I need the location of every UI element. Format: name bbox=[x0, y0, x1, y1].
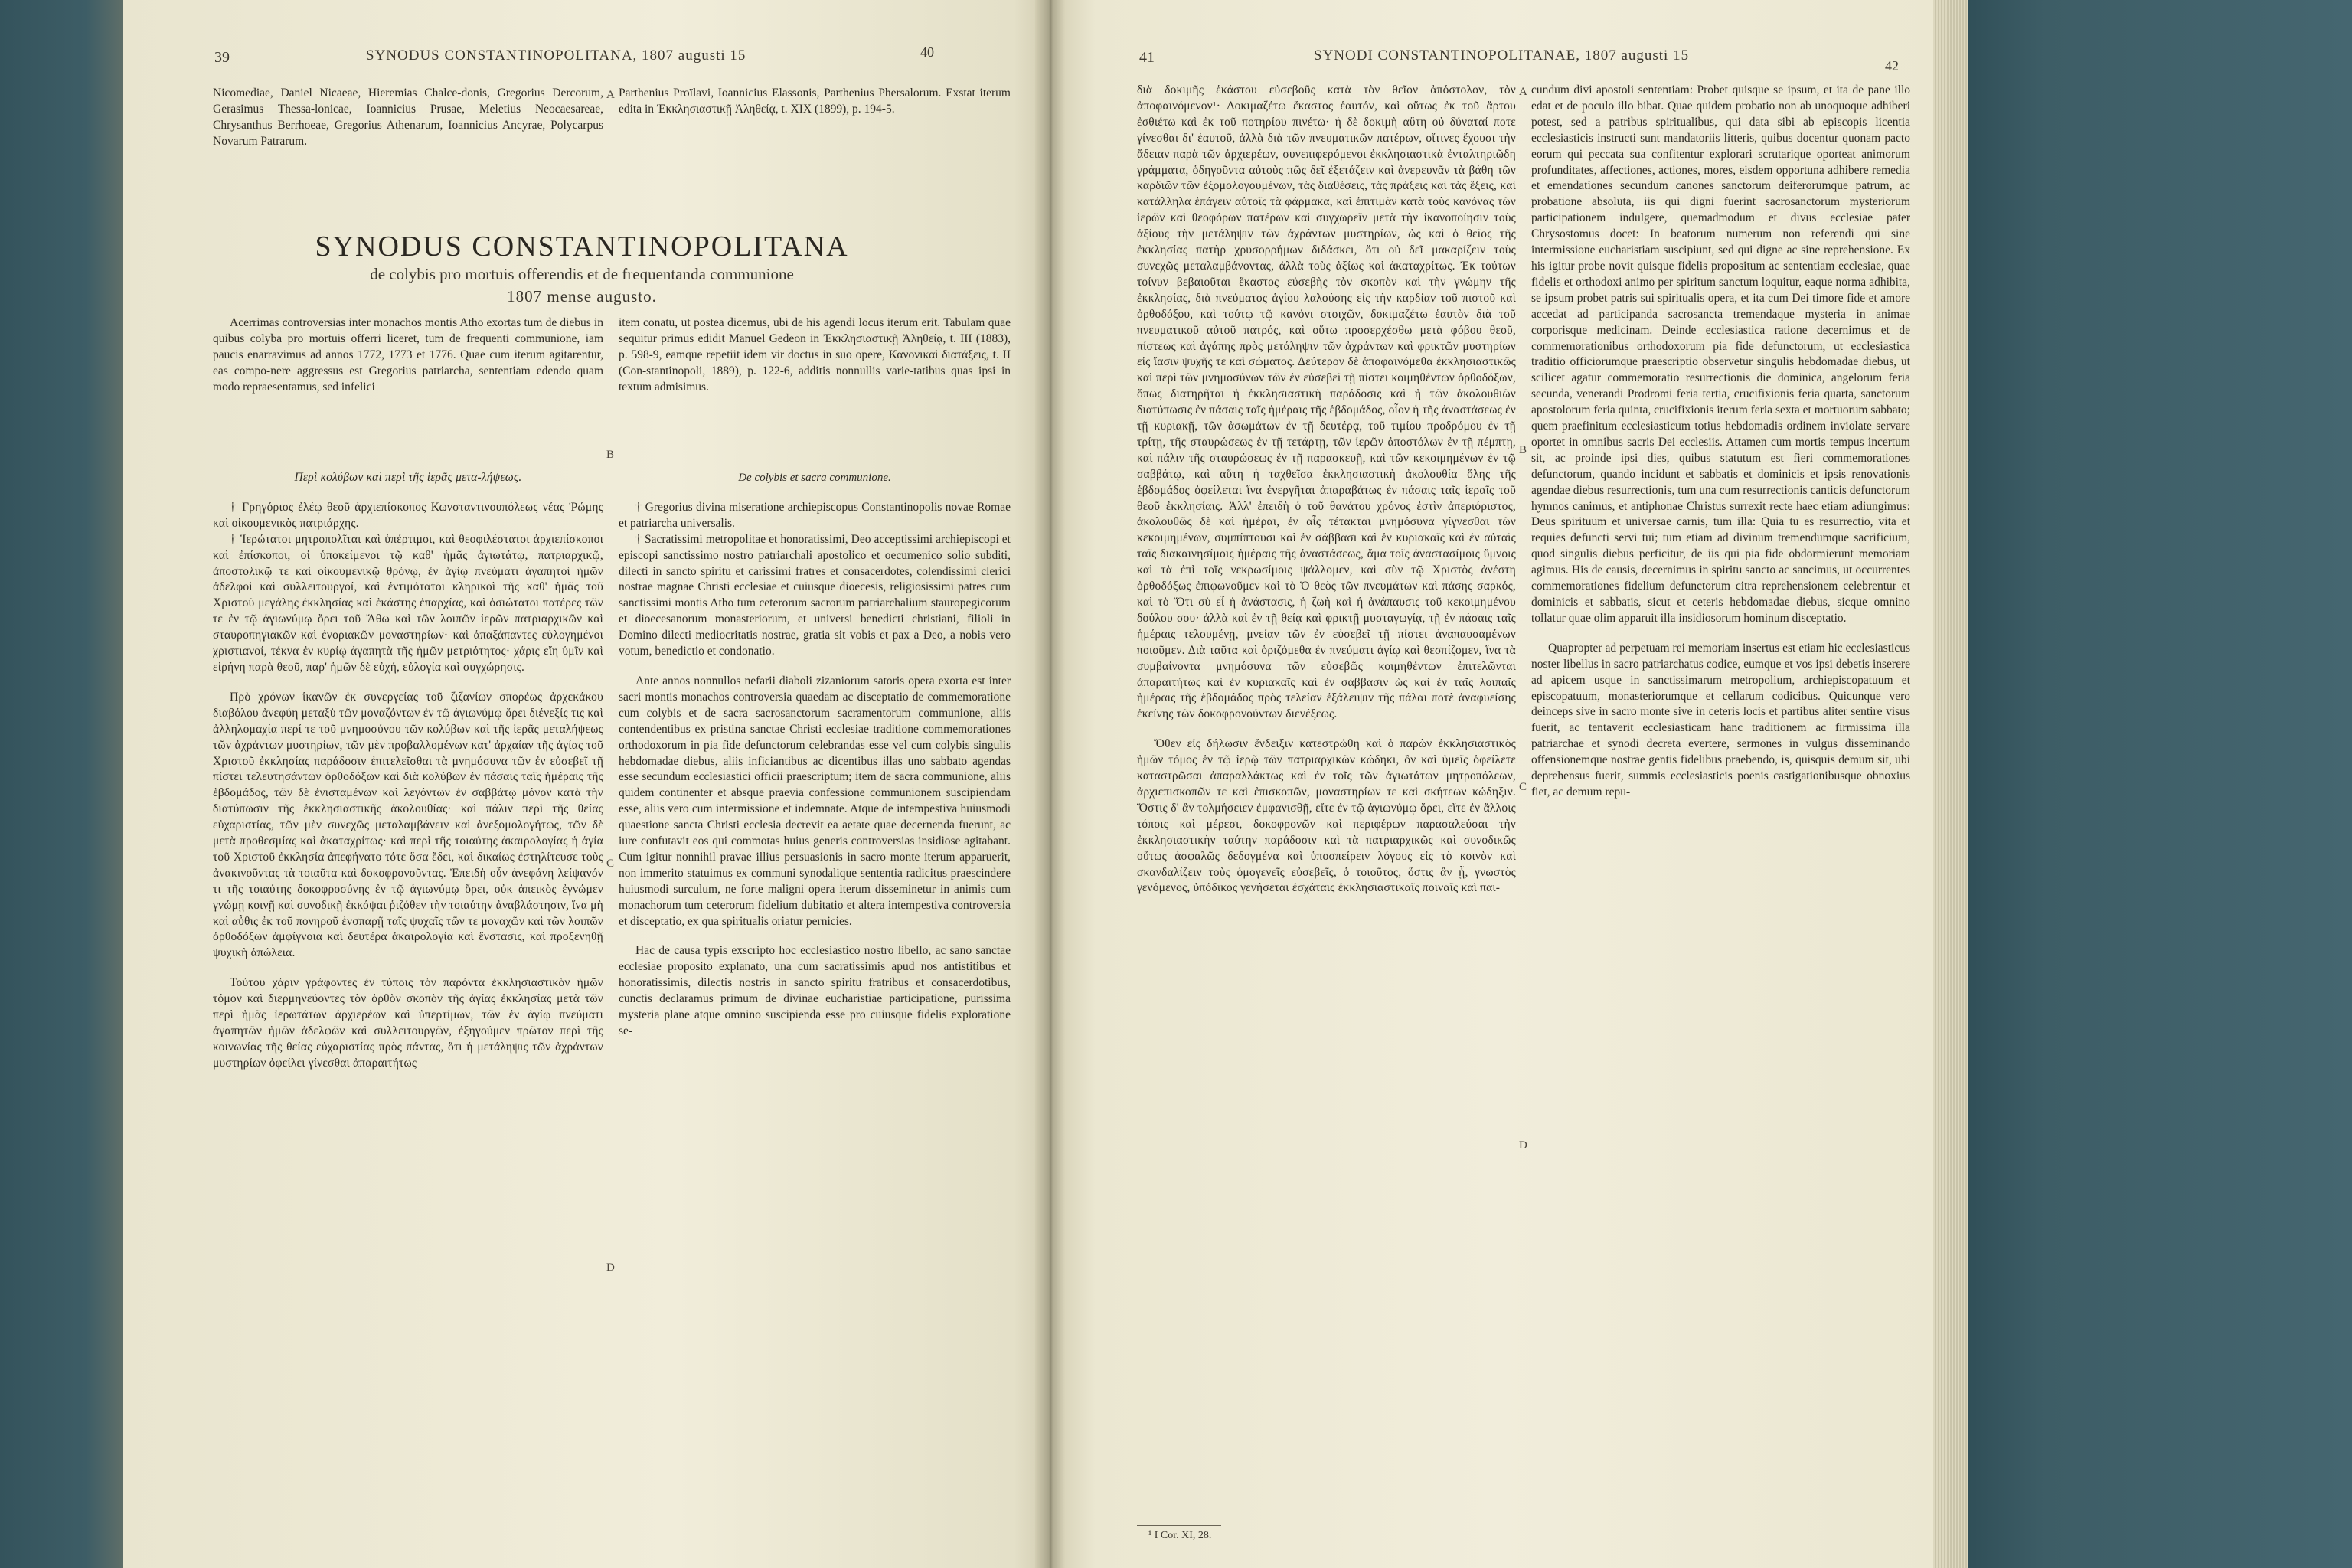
margin-letter-b-right: B bbox=[1519, 444, 1527, 456]
document-date: 1807 mense augusto. bbox=[507, 287, 657, 305]
margin-letter-a-right: A bbox=[1519, 86, 1527, 98]
intro-right: item conatu, ut postea dicemus, ubi de his agendi locus iterum erit. Tabulam quae sequitur primus edidit Manuel Gedeon in Ἐκκλησιαστικῇ Ἀληθείᾳ, t. III (1883), p. 598-9, eamque repetiit idem vir doctus in suo opere, Κανονικαὶ διατάξεις, t. II (Con-stantinopoli, 1889), p. 122-6, additis nonnullis varie-tatibus quas ipsi in textum admisimus. bbox=[619, 316, 1011, 394]
document-title: SYNODUS CONSTANTINOPOLITANA bbox=[315, 230, 849, 263]
page-number-left: 39 bbox=[214, 49, 230, 66]
signatories-right: Parthenius Proïlavi, Ioannicius Elassonis, Parthenius Phersalorum. Exstat iterum edita in Ἐκκλησιαστικῇ Ἀληθείᾳ, t. XIX (1899), p. 194-5. bbox=[619, 87, 1011, 116]
signatories-left: Nicomediae, Daniel Nicaeae, Hieremias Chalce-donis, Gregorius Dercorum, Gerasimus Thessa-lonicae, Ioannicius Prusae, Meletius Neocaesareae, Chrysanthus Berrhoeae, Gregorius Athenarum, Ioannicius Ancyrae, Polycarpus Novarum Patrarum. bbox=[213, 87, 603, 148]
intro-left: Acerrimas controversias inter monachos montis Atho exortas tum de diebus in quibus colyba pro mortuis offerri liceret, tum de frequenti communione, iam paucis enarravimus ad annos 1772, 1773 et 1776. Quae cum iterum agitarentur, eas compo-nere aggressus est Gregorius patriarcha, sententiam edendo quam modo repraesentamus, sed infelici bbox=[213, 316, 603, 394]
latin-heading: De colybis et sacra communione. bbox=[738, 472, 891, 484]
page-number-right: 41 bbox=[1139, 49, 1155, 66]
footnote: ¹ I Cor. XI, 28. bbox=[1148, 1530, 1212, 1541]
greek-column-left: Περὶ κολύβων καὶ περὶ τῆς ἱερᾶς μετα-λήψεως. † Γρηγόριος ἐλέῳ θεοῦ ἀρχιεπίσκοπος Κωνσταντινουπόλεως νέας Ῥώμης καὶ οἰκουμενικὸς πατριάρχης. † Ἱερώτατοι μητροπολῖται καὶ ὑπέρτιμοι, καὶ θεοφιλέστατοι ἀρχιεπίσκοποι καὶ ἐπίσκοποι, οἱ ὑποκείμενοι τῷ καθ' ἡμᾶς ἁγιωτάτῳ, πατριαρχικῷ, ἀποστολικῷ τε καὶ οἰκουμενικῷ θρόνῳ, ἐν ἁγίῳ πνεύματι ἀγαπητοὶ ἡμῶν ἀδελφοὶ καὶ συλλειτουργοί, καὶ ἐντιμότατοι κληρικοὶ τῆς καθ' ἡμᾶς τοῦ Χριστοῦ μεγάλης ἐκκλησίας καὶ ἑκάστης ἐπαρχίας, καὶ ὁσιώτατοι πατέρες τῶν τε ἐν τῷ ἁγιωνύμῳ ὄρει τοῦ Ἄθω καὶ τῶν λοιπῶν ἱερῶν πατριαρχικῶν καὶ σταυροπηγιακῶν καὶ ἐνοριακῶν μοναστηρίων· καὶ ἁπαξάπαντες εὐλογημένοι χριστιανοί, τέκνα ἐν κυρίῳ ἀγαπητὰ τῆς ἡμῶν μετριότητος· χάρις εἴη ὑμῖν καὶ εἰρήνη παρὰ θεοῦ, παρ' ἡμῶν δὲ εὐχή, εὐλογία καὶ συγχώρησις. Πρὸ χρόνων ἱκανῶν ἐκ συνεργείας τοῦ ζιζανίων σπορέως ἀρχεκάκου διαβόλου ἀνεφύη μεταξὺ τῶν μοναζόντων ἐν τῷ ἁγιωνύμῳ ὄρει διένεξίς τις καὶ ἀλληλομαχία περί τε τοῦ μνημοσύνου τῶν κολύβων καὶ τῆς ἱερᾶς μεταλήψεως τῶν ἀχράντων μυστηρίων, τῶν μὲν προβαλλομένων κατ' ἀρχαίαν τῆς ἁγίας τοῦ Χριστοῦ ἐκκλησίας παράδοσιν ἐπιτελεῖσθαι τὰ μνημόσυνα τῶν ἐν εὐσεβεῖ τῇ πίστει τελευτησάντων ὀρθοδόξων καὶ διὰ κολύβων ἐν πάσαις ταῖς ἡμέραις τῆς ἑβδομάδος, τῶν δὲ ἐνισταμένων καὶ λεγόντων ἐν σαββάτῳ μόνον κατὰ τὴν διατύπωσιν τῆς ἐκκλησιαστικῆς ἀκολουθίας· καὶ πάλιν περὶ τῆς θείας εὐχαριστίας, τῶν μὲν συνεχῶς μεταλαμβάνειν καὶ ἀνεξομολογήτως, τῶν δὲ μετὰ προθεσμίας καὶ ἀκαταχρίτως· καὶ περὶ τῆς τοιαύτης ἀκαιρολογίας ἡ ἁγία τοῦ Χριστοῦ ἐκκλησία ἀπεφήνατο τότε ὅσα ἔδει, καὶ δικαίως ἐστηλίτευσε τοὺς ἀνακινοῦντας τὰ τοιαῦτα καὶ δοκοφρονοῦντας. Ἐπειδὴ οὖν ἀνεφάνη λείψανόν τι τῆς τοιαύτης δοκοφροσύνης ἐν τῷ ἁγιωνύμῳ ὄρει, οὐκ ἀπεικὸς ἐγνώμεν γνώμῃ κοινῇ καὶ συνοδικῇ ἐκκόψαι ῥιζόθεν τὴν τοιαύτην ἀναβλάστησιν, ἵνα μὴ καὶ αὖθις ἐκ τοῦ πονηροῦ ἐνσπαρῇ ταῖς ψυχαῖς τῶν τε μοναχῶν καὶ τῶν λοιπῶν ὀρθοδόξων ἀμφίγνοια καὶ δευτέρα ἀκαιρολογία καὶ ἔνστασις, καὶ προξενηθῇ ψυχικὴ ἀπώλεια. Τούτου χάριν γράφοντες ἐν τύποις τὸν παρόντα ἐκκλησιαστικὸν ἡμῶν τόμον καὶ διερμηνεύοντες τὸν ὀρθὸν σκοπὸν τῆς ἁγίας ἐκκλησίας μετὰ τῶν περὶ ἡμᾶς ἱερωτάτων ἀρχιερέων καὶ ὑπερτίμων, τῶν ἐν ἁγίῳ πνεύματι ἀγαπητῶν ἡμῶν ἀδελφῶν καὶ συλλειτουργῶν, ἐξηγούμεν πρῶτον περὶ τῆς κοινωνίας τῆς θείας εὐχαριστίας πρὸς πάντας, ὅτι ἡ μετάληψις τῶν ἀχράντων μυστηρίων ὀφείλει γίνεσθαι ἀπαραιτήτως bbox=[213, 471, 603, 1070]
greek-column-right: διὰ δοκιμῆς ἑκάστου εὐσεβοῦς κατὰ τὸν θεῖον ἀπόστολον, τὸν ἀποφαινόμενον¹· Δοκιμαζέτω ἕκαστος ἑαυτόν, καὶ οὕτως ἐκ τοῦ ἄρτου ἐσθιέτω καὶ ἐκ τοῦ ποτηρίου πινέτω· ἡ δὲ δοκιμὴ αὕτη οὐ δύναταί ποτε γίνεσθαι δι' ἑαυτοῦ, ἀλλὰ διὰ τῶν πνευματικῶν πατέρων, οἵτινες ἔχουσι τὴν ἄδειαν παρὰ τῶν ἀρχιερέων, συνεπιφερόμενοι ἐκκλησιαστικὰ ἐνταλτηριῶδη γράμματα, ὁδηγοῦντα αὐτοὺς πῶς δεῖ ἐξετάζειν καὶ ἀνερευνᾶν τὰ βάθη τῶν καρδιῶν τῶν ἐξομολογουμένων, τὰς διαθέσεις, τὰς πράξεις καὶ τὰς ἕξεις, καὶ κατάλληλα ἐπάγειν αὐτοῖς τὰ φάρμακα, καὶ ἐπιτιμᾶν κατὰ τοὺς κανόνας τῶν ἱερῶν καὶ θεοφόρων πατέρων καὶ συγχωρεῖν μετὰ τὴν ἱκανοποίησιν τοὺς ἀξίους τὴν μετάληψιν τῶν ἀχράντων μυστηρίων, ὡς καὶ ὁ θεῖος τῆς ἐκκλησίας πατὴρ χρυσορρήμων διδάσκει, ὅτι οὐ δεῖ μακαρίζειν τοὺς συνεχῶς μεταλαμβάνοντας, ἀλλὰ τοὺς ἀξίως καὶ ἀκαταχρίτως. Ἐκ τούτων τοίνυν βεβαιοῦται ἕκαστος εὐσεβὴς τὸν σκοπὸν καὶ τὴν γνώμην τῆς ἐκκλησίας, διὰ πνεύματος ἁγίου λαλούσης εἰς τὴν καρδίαν τοῦ πιστοῦ καὶ ὀρθοδόξου, καὶ τούτῳ τῷ κανόνι στοιχῶν, δοκιμαζέτω ἑαυτὸν διὰ τοῦ πνευματικοῦ αὐτοῦ πατρός, καὶ οὕτω προσερχέσθω μετὰ φόβου θεοῦ, πίστεως καὶ ἀγάπης πρὸς μετάληψιν τῶν ἀχράντων καὶ φρικτῶν μυστηρίων εἰς ἴασιν ψυχῆς τε καὶ σώματος. Δεύτερον δὲ ἀποφαινόμεθα ἐκκλησιαστικῶς καὶ περὶ τῶν μνημοσύνων τῶν ἐν εὐσεβεῖ τῇ πίστει κοιμηθέντων ὀρθοδόξων, ὅπως διατηρῆται ἡ ἐκκλησιαστικὴ παράδοσις καὶ ἡ τῶν ἀκολουθιῶν διατύπωσις ἐν πάσαις ταῖς ἡμέραις τῆς ἑβδομάδος, οἷον ἡ τῆς ἀναστάσεως ἐν τῇ κυριακῇ, τῶν ἀσωμάτων ἐν τῇ δευτέρᾳ, τοῦ τιμίου προδρόμου ἐν τῇ τρίτῃ, τῆς σταυρώσεως ἐν τῇ τετάρτῃ, τῶν ἱερῶν ἀποστόλων ἐν τῇ πέμπτῃ, καὶ πάλιν τῆς σταυρώσεως ἐν τῇ παρασκευῇ, καὶ τῶν κεκοιμημένων ἐν τῷ σαββάτῳ, καὶ αὕτη ἡ ταχθεῖσα ἐκκλησιαστικὴ ἀκολουθία ὅλης τῆς ἑβδομάδος ὀφείλεται ἵνα ἐνεργῆται ἀπαραβάτως ἐν πάσαις ταῖς ἱεραῖς τοῦ θεοῦ ἐκκλησίαις. Ἀλλ' ἐπειδὴ ὁ τοῦ θανάτου χρόνος ἐστὶν ἀπεριόριστος, ἀκολουθῶς δὲ καὶ ἡμέραι, ἐν αἷς τέτακται μνημόσυνα γίγνεσθαι τῶν κεκοιμημένων, συμπίπτουσι καὶ ἐν σάββασι καὶ ἐν κυριακαῖς καὶ ἐν αὐταῖς ταῖς διακαινησίμοις ἡμέραις τῆς ἀναστάσεως, ἅμα τοῖς ἀναστασίμοις ὕμνοις καὶ τὰ ἐπὶ τοῖς νεκρωσίμοις ψάλλομεν, καὶ σὺν τῷ Χριστὸς ἀνέστη ὀρθοδόξως ἐπιφωνοῦμεν καὶ τὸ Ὁ θεὸς τῶν πνευμάτων καὶ πάσης σαρκός, καὶ τὸ Ὅτι σὺ εἶ ἡ ἀνάστασις, ἡ ζωὴ καὶ ἡ ἀνάπαυσις τοῦ κεκοιμημένου δούλου σου· ἀλλὰ καὶ ἐν τῇ θείᾳ καὶ φρικτῇ μυσταγωγίᾳ, τῇ ἐν πάσαις ταῖς ἡμέραις τελουμένῃ, μνείαν τῶν ἐν εὐσεβεῖ τῇ πίστει ἀναπαυσαμένων ποιοῦμεν. Διὰ ταῦτα καὶ ὁριζόμεθα ἐν πνεύματι ἁγίῳ καὶ θεσπίζομεν, ἵνα τὰ συμβαίνοντα μνημόσυνα τῶν εὐσεβῶς κοιμηθέντων ἐπιτελῶνται ἀπαραιτήτως καὶ ἐν κυριακαῖς καὶ ἐν σάββασιν ὡς καὶ ἐν ταῖς λοιπαῖς ἡμέραις τῆς ἑβδομάδος πρὸς τελείαν ἐξάλειψιν τῆς πάλαι ποτὲ ἀναφυείσης ἐκείνης τῶν δοκοφρονούντων διενέξεως. Ὅθεν εἰς δήλωσιν ἔνδειξιν κατεστρώθη καὶ ὁ παρὼν ἐκκλησιαστικὸς ἡμῶν τόμος ἐν τῷ ἱερῷ τῶν πατριαρχικῶν κώδηκι, ὃν καὶ ὑμεῖς ὀφείλετε καταστρῶσαι ἀπαραλλάκτως καὶ ἐν τοῖς τῶν ἁγιωτάτων μητροπόλεων, ἀρχιεπισκοπῶν τε καὶ ἐπισκοπῶν, μοναστηρίων τε καὶ σκήτεων κώδηξιν. Ὅστις δ' ἂν τολμήσειεν ἐμφανισθῇ, εἴτε ἐν τῷ ἁγιωνύμῳ ὄρει, εἴτε ἐν ἄλλοις τόποις καὶ μέρεσι, δοκοφρονῶν καὶ περιφέρων παρασαλεύσαι τὴν ἐκκλησιαστικὴν ταύτην παράδοσιν καὶ τὰ πατριαρχικῶς καὶ συνοδικῶς οὕτως ἀσφαλῶς δεδογμένα καὶ ὑποσπείρειν λόγους εἰς τὸ κοινὸν καὶ σκανδαλίζειν τοὺς ὁμογενεῖς εὐσεβεῖς, ὁ τοιοῦτος, ὅστις ἂν ᾖ, γνωστὸς γενόμενος, ὑπόδικος γενήσεται ἐσχάταις ἐκκλησιαστικαῖς ποιναῖς καὶ παι- bbox=[1137, 83, 1516, 895]
latin-column-left: De colybis et sacra communione. † Gregorius divina miseratione archiepiscopus Constantinopolis novae Romae et patriarcha universalis. † Sacratissimi metropolitae et honoratissimi, Deo acceptissimi archiepiscopi et episcopi sanctissimo nostro patriarchali apostolico et oecumenico solio subditi, dilecti in sancto spiritu et carissimi fratres et consacerdotes, colendissimi clerici nostrae magnae Christi ecclesiae et cuiusque dioecesis, religiosissimi patres cum sanctissimi montis Atho tum ceterorum sacrorum patriarchalium stauropegicorum et dioecesanorum monasteriorum, et universi benedicti christiani, filioli in Domino dilecti mediocritatis nostrae, gratia sit vobis et pax a Deo, a nobis vero votum, benedictio et condonatio. Ante annos nonnullos nefarii diaboli zizaniorum satoris opera exorta est inter sacri montis monachos controversia quaedam ac disceptatio de commemoratione cum colybis et de sacra sacrosanctorum sacramentorum communione, aliis contendentibus ex pristina sanctae Christi ecclesiae traditione commemorationes orthodoxorum in pia fide defunctorum celebrandas esse vel cum colybis singulis hebdomadae diebus, aliis inficiantibus ac dicentibus illas uno sabbato agendas esse secundum ecclesiastici officii praescriptum; item de sacra communione, aliis quidem continenter et absque praevia confessione communionem suscipiendam esse, aliis vero cum intermissione et indemnate. Atque de intempestiva huiusmodi quaestione sancta Christi ecclesia decrevit ea aetate quae decernenda fuerunt, ac iure confutavit eos qui commotas huius generis controversias insidiose agitabant. Cum igitur nonnihil pravae illius persuasionis in sacro monte iterum apparuerit, non immerito statuimus ex communi synodalique sententia radicitus praescindere huiusmodi surculum, ne forte maligni opera iterum disseminetur in animis cum monachorum tum ceterorum fidelium dubitatio et altera intempestiva controversia et disceptatio, ex qua spiritualis oriatur pernicies. Hac de causa typis exscripto hoc ecclesiastico nostro libello, ac sano sanctae ecclesiae proposito explanato, una cum sacratissimis apud nos antistitibus et honoratissimis, dilectis nostris in sancto spiritu fratribus et consacerdotibus, cunctis declaramus primum de divinae eucharistiae participatione, purissima mysteria plane atque omnino suscipienda esse pro cuiusque fidelis exploratione se- bbox=[619, 472, 1011, 1037]
margin-letter-b: B bbox=[606, 449, 615, 461]
book-cover bbox=[1968, 0, 2352, 1568]
footnote-rule bbox=[1137, 1525, 1221, 1526]
greek-heading: Περὶ κολύβων καὶ περὶ τῆς ἱερᾶς μετα-λήψεως. bbox=[294, 471, 522, 484]
margin-letter-d-right: D bbox=[1519, 1139, 1527, 1152]
margin-letter-c-right: C bbox=[1519, 781, 1527, 793]
margin-letter-c: C bbox=[606, 858, 615, 870]
latin-column-right: cundum divi apostoli sententiam: Probet quisque se ipsum, et ita de pane illo edat et de poculo illo bibat. Quae quidem probatio non ab unoquoque adhiberi potest, sed a patribus spiritualibus, qui data sibi ab episcopis licentia ecclesiasticis instructi sunt mandatoriis litteris, quibus docentur quonam pacto eorum qui peccata sua confitentur explorari scrutarique oporteat animorum profunditates, affectiones, actiones, mores, eisdem opportuna adhibere remedia et emendationes secundum canones sanctorum deiferorumque patrum, ac probatione absoluta, iis qui digni fuerint sacrosanctorum mysteriorum participationem indulgere, quemadmodum et divus ecclesiae pater Chrysostomus docet: In beatorum numerum non referendi qui sine intermissione eucharistiam suscipiunt, sed qui digne ac sine reprehensione. Ex his igitur probe novit quisque fidelis propositum ac sententiam ecclesiae, quae fidelis et orthodoxi animo per spiritum sanctum loquitur, eaque norma adhibita, se ipsum probet patris sui spiritualis opera, et ita cum Dei timore fide et amore accedat ad participanda sacrosancta tremendaque mysteria in animae corporisque medicinam. Deinde ecclesiastica ratione decernimus et de commemorationibus orthodoxorum pia fide defunctorum, ut ecclesiastica traditio officiorumque praescriptio observetur singulis hebdomadae diebus, ut scilicet agatur commemoratio resurrectionis die dominica, angelorum feria secunda, venerandi Prodromi feria tertia, crucifixionis feria quarta, sanctorum apostolorum feria quinta, crucifixionis iterum feria sexta et mortuorum sabbato; quem praefinitum ecclesiasticum totius hebdomadis ordinem inviolate servare oportet in omnibus sacris Dei ecclesiis. Attamen cum mortis tempus incertum sit, ac proinde ipsi dies, quibus statutum est fieri commemorationes defunctorum, quando incidunt et sabbatis et dominicis et ipsis renovationis agendae diebus resurrectionis, tum una cum resurrectionis canticis defunctorum hymnos canimus, et antiphonae Christus surrexit recte haec etiam adiungimus: Deus spirituum et universae carnis, tum illa: Quia tu es resurrectio, vita et requies defuncti servi tui; tum etiam ad divinum tremendumque sacrificium, quod singulis diebus perficitur, de iis qui pia fide obdormierunt memoriam agimus. His de causis, decernimus in spiritu sancto ac sancimus, ut occurrentes commemorationes fidelium defunctorum citra reprehensionem celebrentur et dominicis et sabbatis, sicut et ceteris hebdomadae diebus, sicque omnino tollatur quae olim apparuit illa insidiosorum hominum disceptatio. Quapropter ad perpetuam rei memoriam insertus est etiam hic ecclesiasticus noster libellus in sacro patriarchatus codice, eumque et vos ipsi debetis inserere ad apicem usque in sanctissimarum metropolium, archiepiscopatuum et episcopatuum, monasteriorumque et cellarum codicibus. Quicunque vero deinceps sive in sacro monte sive in ceteris locis et partibus aliter sentire visus fuerit, ac tentaverit ecclesiasticam hanc traditionem ac firmissima illa patriarchae et synodi decreta evertere, sermones in vulgus disseminando offensionemque nostrae gentis fidelibus praebendo, is, quisquis demum sit, ubi deprehensus fuerit, summis ecclesiasticis poenis castigationibusque obnoxius fiet, ac demum repu- bbox=[1531, 83, 1910, 799]
margin-letter-a: A bbox=[606, 89, 615, 101]
running-head-left: SYNODUS CONSTANTINOPOLITANA, 1807 augusti 15 bbox=[366, 47, 746, 64]
page-edges bbox=[1933, 0, 1968, 1568]
page-number-right-upper: 42 bbox=[1885, 58, 1899, 74]
margin-letter-d: D bbox=[606, 1262, 615, 1274]
background-left bbox=[0, 0, 122, 1568]
page-number-left-upper: 40 bbox=[920, 44, 934, 60]
running-head-right: SYNODI CONSTANTINOPOLITANAE, 1807 augusti 15 bbox=[1314, 47, 1690, 64]
document-subtitle: de colybis pro mortuis offerendis et de frequentanda communione bbox=[370, 265, 794, 283]
